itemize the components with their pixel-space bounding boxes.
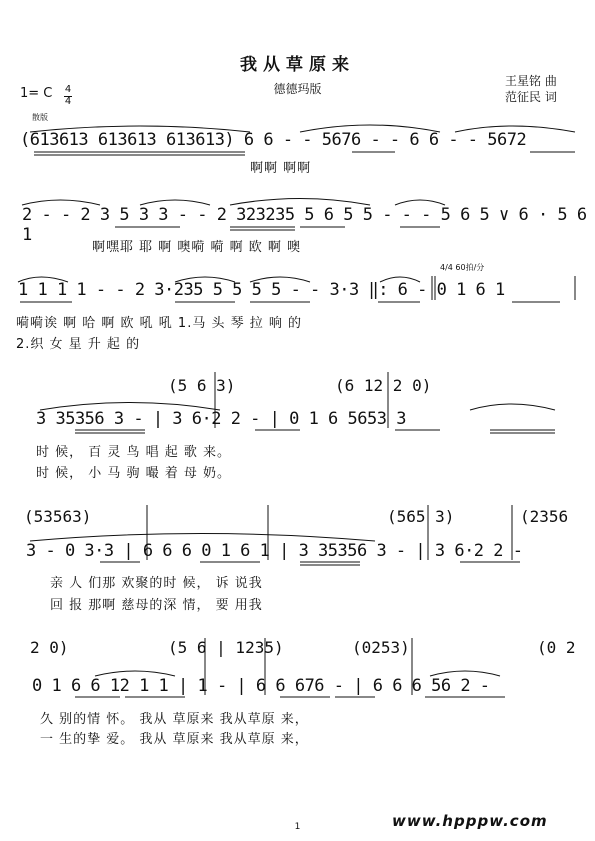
- slur: [30, 126, 250, 132]
- slur: [455, 126, 575, 132]
- composer-credit: 王星铭 曲: [505, 74, 557, 88]
- notation-line-5: 3 - 0 3·3 | 6 6 6 0 1 6 1 | 3 35356 3 - | 3 6·2 2 -: [26, 541, 523, 561]
- slur: [22, 200, 100, 205]
- accompaniment-6a: 2 0): [30, 638, 69, 657]
- slur: [30, 534, 375, 542]
- notation-line-1: (613613 613613 613613) 6 6 - - 5676 - - 6 6 - - 5672: [20, 130, 527, 150]
- song-title: 我从草原来: [240, 55, 355, 75]
- lyrics-line-2: 啊嘿耶 耶 啊 噢嗬 嗬 啊 欧 啊 噢: [92, 240, 302, 255]
- notation-line-2: 2 - - 2 3 5 3 3 - - 2 323235 5 6 5 5 - - - 5 6 5 ∨ 6 · 5 6 1: [22, 205, 587, 245]
- lyricist-credit: 范征民 词: [505, 90, 557, 104]
- accompaniment-5c: (2356: [520, 507, 569, 526]
- accompaniment-5a: (53563): [24, 507, 92, 526]
- notation-line-3: 1 1 1 1 - - 2 3·235 5 5 5 5 - - 3·3 ‖: 6 - 0 1 6 1: [18, 280, 505, 300]
- lyrics-line-3b: 2.织 女 星 升 起 的: [16, 337, 141, 352]
- lyrics-line-6b: 一 生的挚 爱。 我从 草原来 我从草原 来，: [40, 732, 309, 747]
- accompaniment-6b: (5 6 | 1235): [168, 638, 284, 657]
- meter-top: 4: [64, 84, 72, 95]
- lyrics-line-5b: 回 报 那啊 慈母的深 情， 要 用我: [50, 598, 263, 613]
- slur: [175, 277, 235, 282]
- key-signature: 1= C: [20, 86, 53, 101]
- tempo-free-marking: 散版: [32, 113, 48, 122]
- slur: [430, 671, 500, 676]
- slur: [40, 403, 220, 411]
- slur: [470, 404, 555, 410]
- meter-bottom: 4: [64, 96, 72, 107]
- slur: [380, 277, 420, 282]
- slur: [140, 200, 210, 205]
- version-subtitle: 德德玛版: [273, 82, 322, 96]
- slur: [395, 200, 445, 205]
- lyrics-line-4b: 时 候， 小 马 驹 嘬 着 母 奶。: [36, 466, 232, 481]
- slur: [18, 277, 68, 282]
- lyrics-line-6a: 久 别的情 怀。 我从 草原来 我从草原 来，: [40, 712, 309, 727]
- lyrics-line-3a: 嗬嗬诶 啊 哈 啊 欧 吼 吼 1.马 头 琴 拉 响 的: [16, 316, 302, 331]
- accompaniment-6d: (0 2: [537, 638, 576, 657]
- slur: [95, 671, 175, 676]
- lyrics-line-1: 啊啊 啊啊: [250, 161, 312, 176]
- lyrics-line-5a: 亲 人 们那 欢聚的时 候， 诉 说我: [50, 576, 263, 591]
- accompaniment-4b: (6 12 2 0): [335, 376, 432, 395]
- lyrics-line-4a: 时 候， 百 灵 鸟 唱 起 歌 来。: [36, 445, 232, 460]
- accompaniment-4a: (5 6 3): [168, 376, 236, 395]
- accompaniment-5b: (565 3): [387, 507, 455, 526]
- slur: [230, 199, 370, 206]
- page-number: 1: [294, 822, 301, 832]
- tempo-marking: 4/4 60拍/分: [440, 263, 485, 272]
- notation-line-6: 0 1 6 6 12 1 1 | 1 - | 6 6 676 - | 6 6 6 56 2 -: [32, 676, 490, 696]
- slur: [250, 277, 310, 282]
- slur: [300, 125, 440, 132]
- accompaniment-6c: (0253): [352, 638, 410, 657]
- notation-line-4: 3 35356 3 - | 3 6·2 2 - | 0 1 6 5653 3: [36, 409, 406, 429]
- site-watermark: www.hpppw.com: [392, 812, 548, 830]
